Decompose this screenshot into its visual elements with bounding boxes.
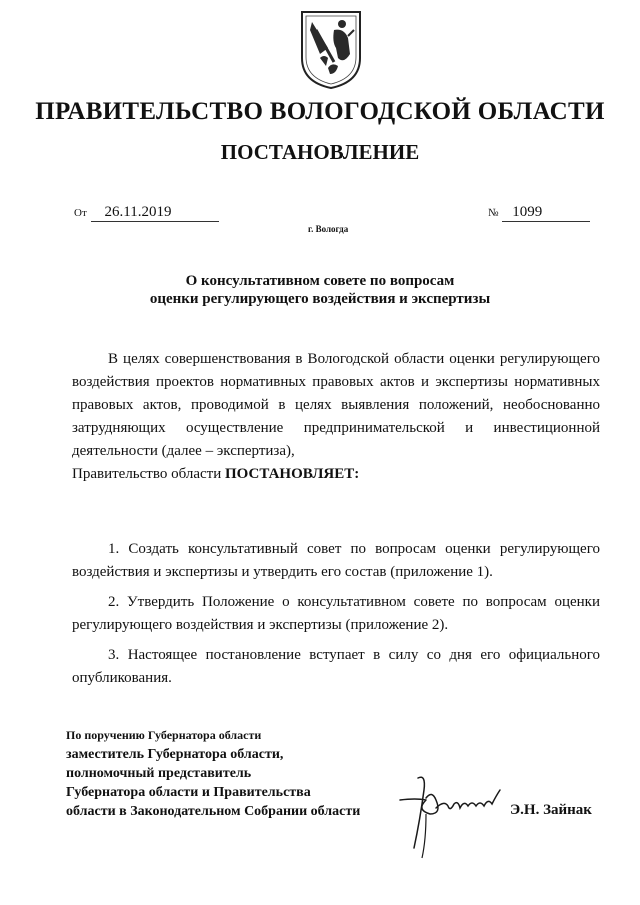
date-field	[74, 204, 219, 222]
decree-item: 1. Создать консультативный совет по вопросам оценки регулирующего воздействия и экспертизы и утвердить его состав (приложение 1).	[72, 541, 600, 580]
handwritten-signature-icon	[396, 770, 526, 860]
decree-items	[72, 538, 600, 697]
signatory-line-3: полномочный представитель	[66, 766, 252, 781]
signatory-line-2: заместитель Губернатора области,	[66, 747, 284, 762]
government-title: ПРАВИТЕЛЬСТВО ВОЛОГОДСКОЙ ОБЛАСТИ	[35, 98, 605, 125]
signatory-line-4: Губернатора области и Правительства	[66, 785, 311, 800]
decree-prefix: Правительство области	[72, 466, 222, 482]
subject-line-2: оценки регулирующего воздействия и экспертизы	[149, 291, 491, 307]
signatory-block	[66, 726, 360, 821]
preamble	[72, 348, 600, 486]
number-field	[488, 204, 590, 222]
document-subject	[0, 272, 640, 308]
document-type: ПОСТАНОВЛЕНИЕ	[220, 140, 420, 164]
decree-word: ПОСТАНОВЛЯЕТ:	[224, 466, 360, 482]
coat-of-arms-icon	[298, 8, 364, 90]
subject-line-1: О консультативном совете по вопросам	[185, 273, 455, 289]
signatory-line-5: области в Законодательном Собрании области	[66, 804, 361, 819]
date-label: От	[74, 207, 87, 219]
city-label: г. Вологда	[308, 224, 349, 234]
number-value: 1099	[502, 204, 590, 222]
preamble-text: В целях совершенствования в Вологодской области оценки регулирующего воздействия проектов нормативных правовых актов и экспертизы нормативных правовых актов, проводимой в целях выявления положений, необоснованно затрудняющих осуществление предпринимательской и инвестиционной деятельности (далее – экспертиза),	[72, 351, 600, 459]
decree-line	[72, 463, 600, 486]
number-label: №	[488, 207, 499, 219]
date-value: 26.11.2019	[91, 204, 219, 222]
decree-item: 3. Настоящее постановление вступает в силу со дня его официального опубликования.	[72, 647, 600, 686]
decree-item: 2. Утвердить Положение о консультативном совете по вопросам оценки регулирующего воздействия и экспертизы (приложение 2).	[72, 594, 600, 633]
signer-name: Э.Н. Зайнак	[510, 802, 592, 818]
signatory-line-1: По поручению Губернатора области	[66, 728, 262, 742]
